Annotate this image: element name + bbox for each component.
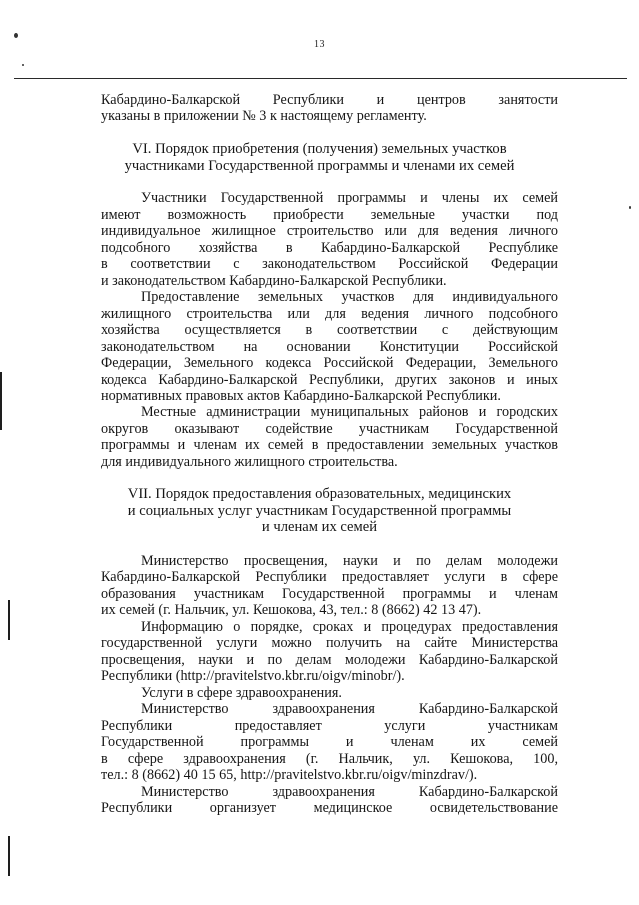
text-line: хозяйства осуществляется в соответствии с действующим <box>101 322 558 338</box>
section-heading: VII. Порядок предоставления образовательных, медицинских <box>127 486 512 502</box>
section-heading: участниками Государственной программы и членами их семей <box>124 158 515 174</box>
text-line: указаны в приложении № 3 к настоящему регламенту. <box>101 108 427 124</box>
text-line: для индивидуального жилищного строительства. <box>101 454 398 470</box>
scan-mark <box>8 836 10 876</box>
text-line: Кабардино-Балкарской Республики предоставляет услуги в сфере <box>101 569 558 585</box>
text-line: округов оказывают содействие участникам Государственной <box>101 421 558 437</box>
text-line: Государственной программы и членам их семей <box>101 734 558 750</box>
text-line: Услуги в сфере здравоохранения. <box>141 685 342 701</box>
text-line: образования участникам Государственной программы и членам <box>101 586 558 602</box>
page-number: 13 <box>314 39 325 50</box>
text-line: подсобного хозяйства в Кабардино-Балкарской Республике <box>101 240 558 256</box>
text-line: в сфере здравоохранения (г. Нальчик, ул. Кешокова, 100, <box>101 751 558 767</box>
text-line: имеют возможность приобрести земельные участки под <box>101 207 558 223</box>
text-line: Министерство просвещения, науки и по делам молодежи <box>141 553 558 569</box>
text-line: Участники Государственной программы и члены их семей <box>141 190 558 206</box>
text-line: нормативных правовых актов Кабардино-Балкарской Республики. <box>101 388 501 404</box>
header-rule <box>14 78 627 79</box>
text-line: их семей (г. Нальчик, ул. Кешокова, 43, тел.: 8 (8662) 42 13 47). <box>101 602 482 618</box>
text-line: Республики предоставляет услуги участникам <box>101 718 558 734</box>
text-line: государственной услуги можно получить на сайте Министерства <box>101 635 558 651</box>
scan-speck <box>14 33 18 38</box>
text-line: Кабардино-Балкарской Республики и центров занятости <box>101 92 558 108</box>
section-heading: и социальных услуг участникам Государственной программы <box>127 503 512 519</box>
text-line: и законодательством Кабардино-Балкарской Республики. <box>101 273 447 289</box>
text-line: Местные администрации муниципальных районов и городских <box>141 404 558 420</box>
scan-mark <box>8 600 10 640</box>
scan-speck <box>22 64 24 66</box>
text-line: в соответствии с законодательством Российской Федерации <box>101 256 558 272</box>
text-line: Информацию о порядке, сроках и процедурах предоставления <box>141 619 558 635</box>
text-line: тел.: 8 (8662) 40 15 65, http://pravitelstvo.kbr.ru/oigv/minzdrav/). <box>101 767 478 783</box>
text-line: Республики организует медицинское освидетельствование <box>101 800 558 816</box>
text-line: законодательством на основании Конституции Российской <box>101 339 558 355</box>
scan-mark <box>0 372 2 430</box>
text-line: Предоставление земельных участков для индивидуального <box>141 289 558 305</box>
text-line: Федерации, Земельного кодекса Российской Федерации, Земельного <box>101 355 558 371</box>
text-line: индивидуальное жилищное строительство или для ведения личного <box>101 223 558 239</box>
text-line: жилищного строительства или для ведения личного подсобного <box>101 306 558 322</box>
section-heading: VI. Порядок приобретения (получения) земельных участков <box>132 141 507 157</box>
text-line: программы и членам их семей в предоставлении земельных участков <box>101 437 558 453</box>
text-line: просвещения, науки и по делам молодежи Кабардино-Балкарской <box>101 652 558 668</box>
text-line: кодекса Кабардино-Балкарской Республики, других законов и иных <box>101 372 558 388</box>
text-line: Республики (http://pravitelstvo.kbr.ru/oigv/minobr/). <box>101 668 405 684</box>
text-line: Министерство здравоохранения Кабардино-Балкарской <box>141 784 558 800</box>
text-line: Министерство здравоохранения Кабардино-Балкарской <box>141 701 558 717</box>
section-heading: и членам их семей <box>261 519 378 535</box>
scan-speck <box>629 206 631 209</box>
